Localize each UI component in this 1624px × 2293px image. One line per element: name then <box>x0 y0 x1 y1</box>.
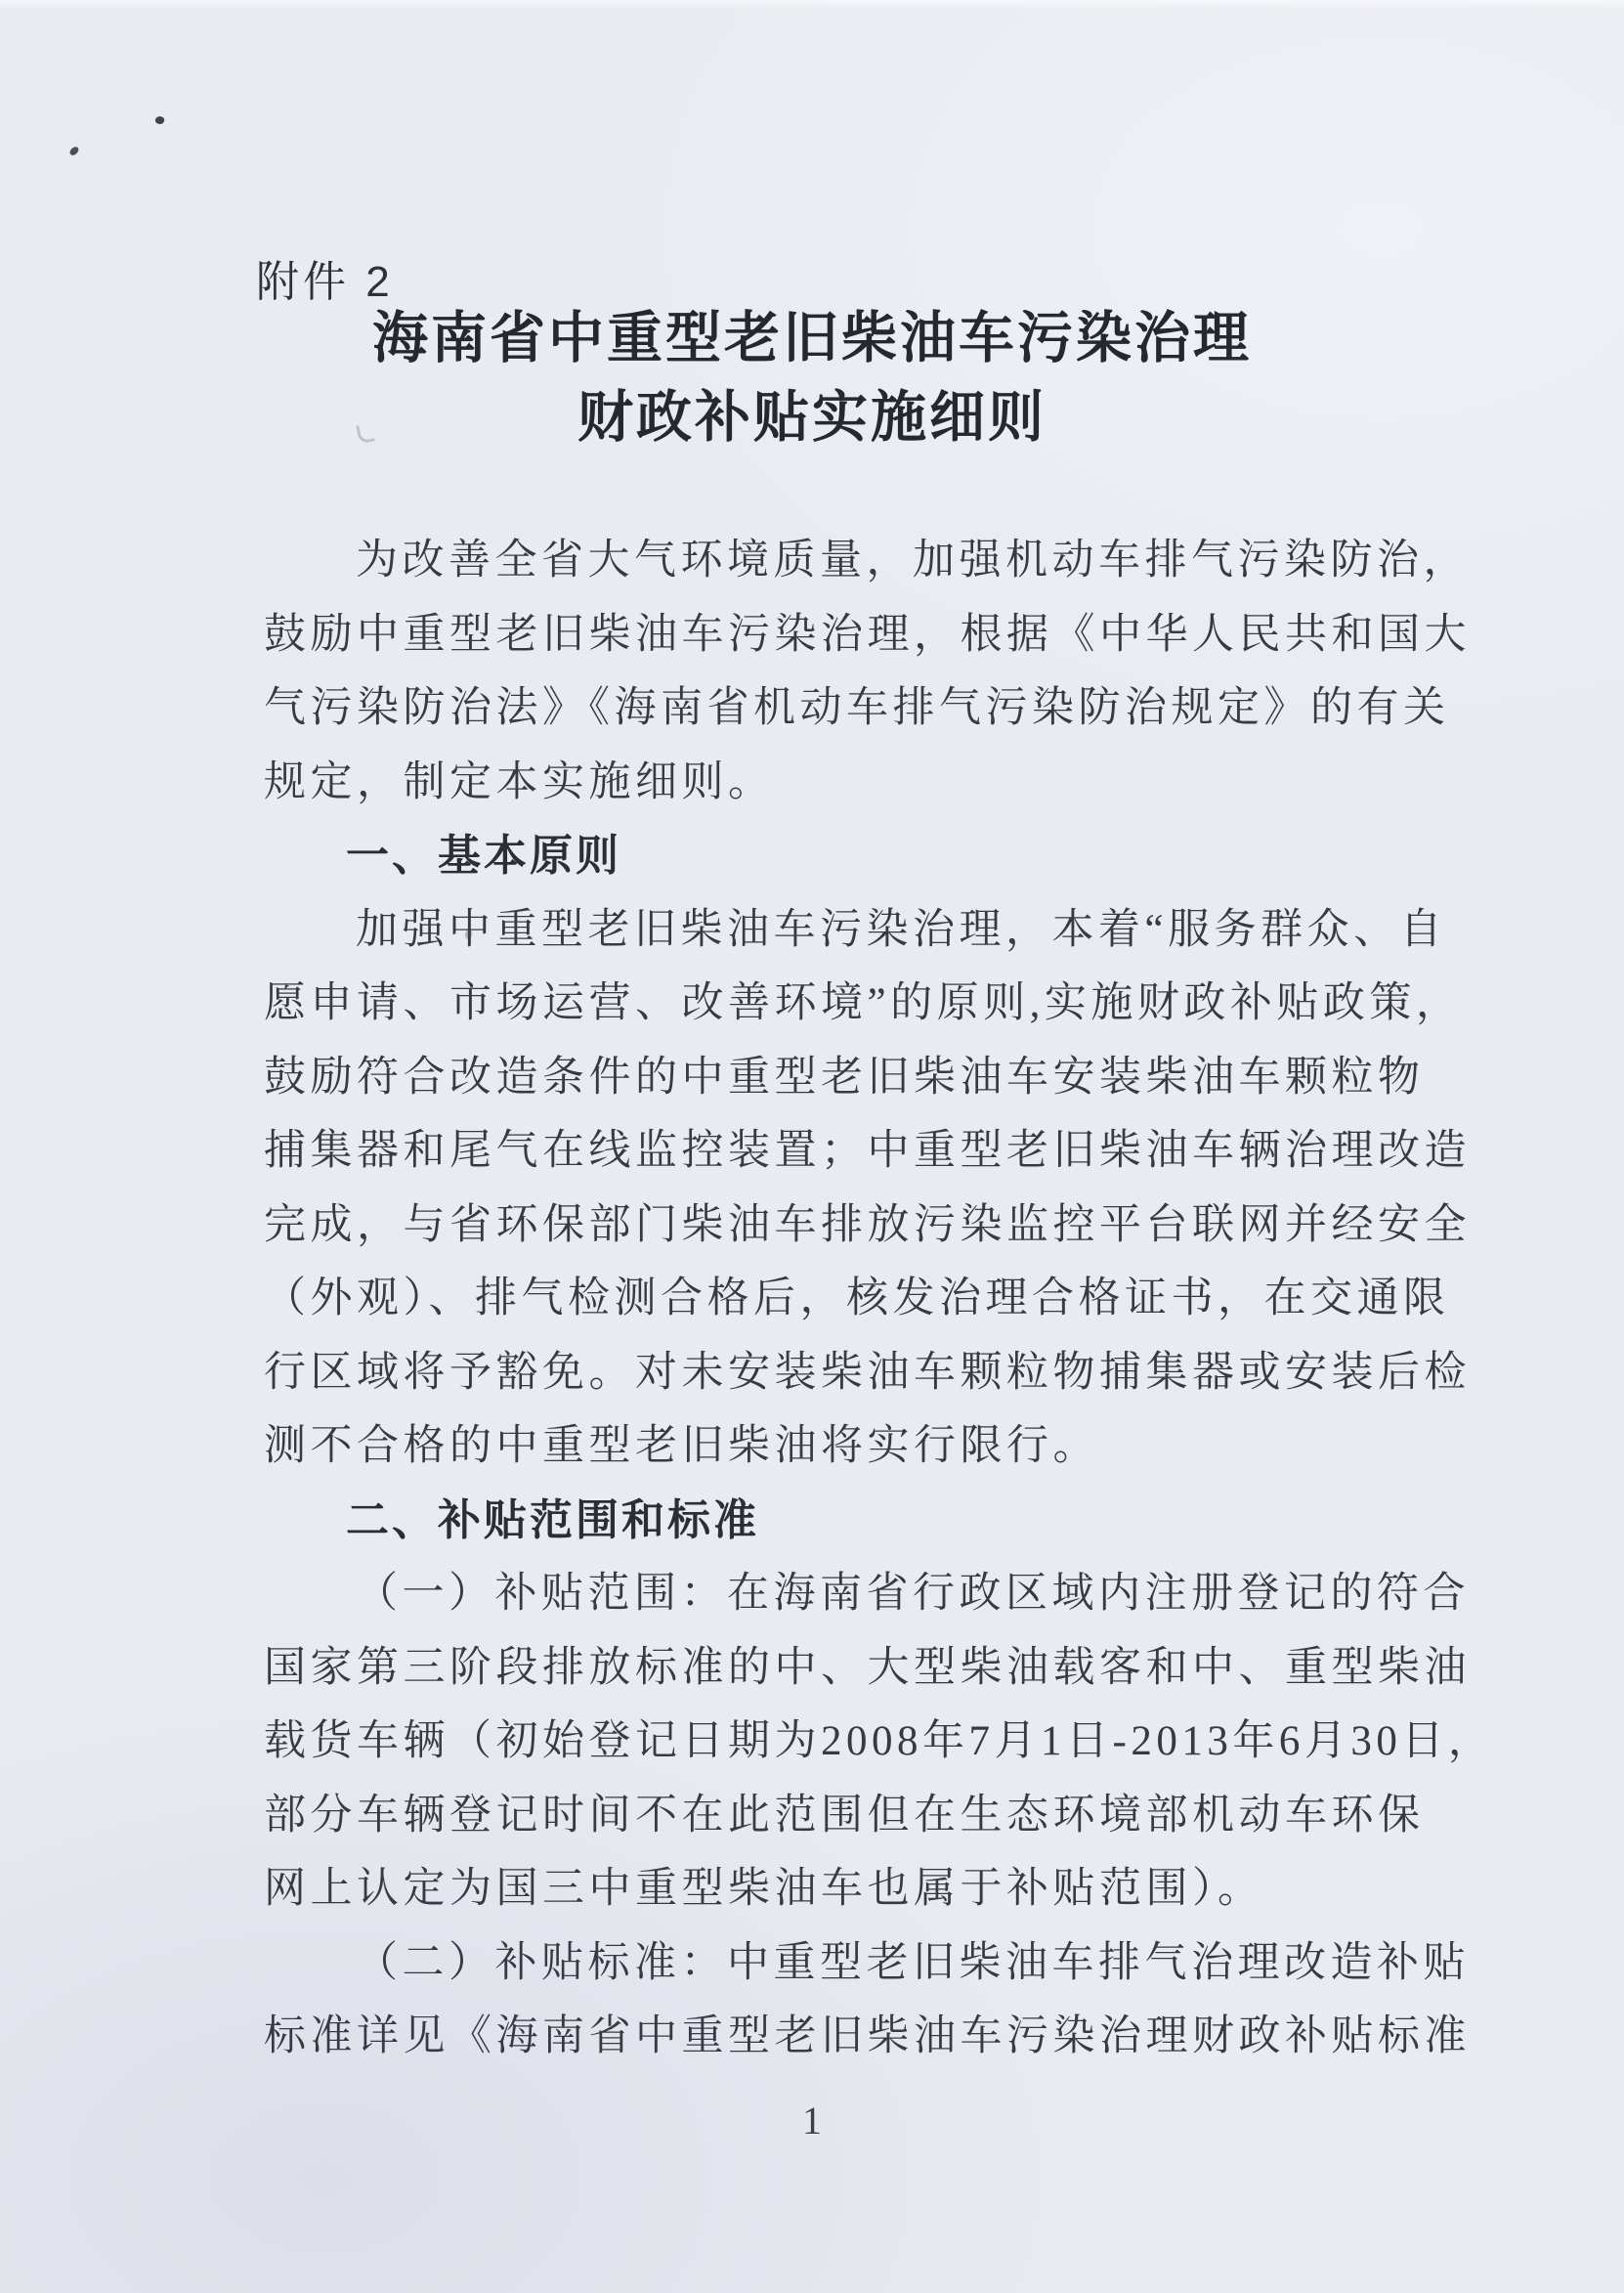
text-line: 行区域将予豁免。对未安装柴油车颗粒物捕集器或安装后检 <box>264 1349 1471 1396</box>
text-line: 捕集器和尾气在线监控装置；中重型老旧柴油车辆治理改造 <box>264 1128 1471 1174</box>
text-line: （二）补贴标准：中重型老旧柴油车排气治理改造补贴 <box>356 1939 1470 1986</box>
text-line: 国家第三阶段排放标准的中、大型柴油载客和中、重型柴油 <box>264 1644 1471 1691</box>
ink-speck <box>154 115 165 126</box>
section-heading: 一、基本原则 <box>346 832 621 880</box>
text-line: 为改善全省大气环境质量，加强机动车排气污染防治， <box>356 538 1470 584</box>
text-line: 部分车辆登记时间不在此范围但在生态环境部机动车环保 <box>264 1792 1425 1839</box>
text-line: 载货车辆（初始登记日期为2008年7月1日-2013年6月30日， <box>264 1718 1495 1764</box>
text-line: 测不合格的中重型老旧柴油将实行限行。 <box>264 1423 1099 1469</box>
text-line: 气污染防治法》《海南省机动车排气污染防治规定》的有关 <box>264 685 1450 731</box>
text-line: 网上认定为国三中重型柴油车也属于补贴范围）。 <box>264 1866 1264 1912</box>
document-title-line1: 海南省中重型老旧柴油车污染治理 <box>372 307 1252 369</box>
text-line: 愿申请、市场运营、改善环境”的原则,实施财政补贴政策， <box>264 980 1463 1026</box>
attachment-label: 附件 2 <box>256 258 394 306</box>
text-line: （一）补贴范围：在海南省行政区域内注册登记的符合 <box>356 1571 1470 1617</box>
document-title <box>128 299 1496 457</box>
text-line: 规定，制定本实施细则。 <box>264 758 775 805</box>
section-heading: 二、补贴范围和标准 <box>346 1495 759 1544</box>
document-title-line2: 财政补贴实施细则 <box>577 386 1047 449</box>
text-line: 鼓励符合改造条件的中重型老旧柴油车安装柴油车颗粒物 <box>264 1054 1425 1101</box>
text-line: 鼓励中重型老旧柴油车污染治理，根据《中华人民共和国大 <box>264 611 1471 658</box>
page-number: 1 <box>802 2098 822 2142</box>
ink-speck <box>68 146 80 156</box>
text-line: 加强中重型老旧柴油车污染治理，本着“服务群众、自 <box>356 906 1447 953</box>
text-line: 标准详见《海南省中重型老旧柴油车污染治理财政补贴标准 <box>264 2013 1471 2059</box>
text-line: 完成，与省环保部门柴油车排放污染监控平台联网并经安全 <box>264 1201 1471 1248</box>
text-line: （外观）、排气检测合格后，核发治理合格证书，在交通限 <box>264 1276 1450 1321</box>
